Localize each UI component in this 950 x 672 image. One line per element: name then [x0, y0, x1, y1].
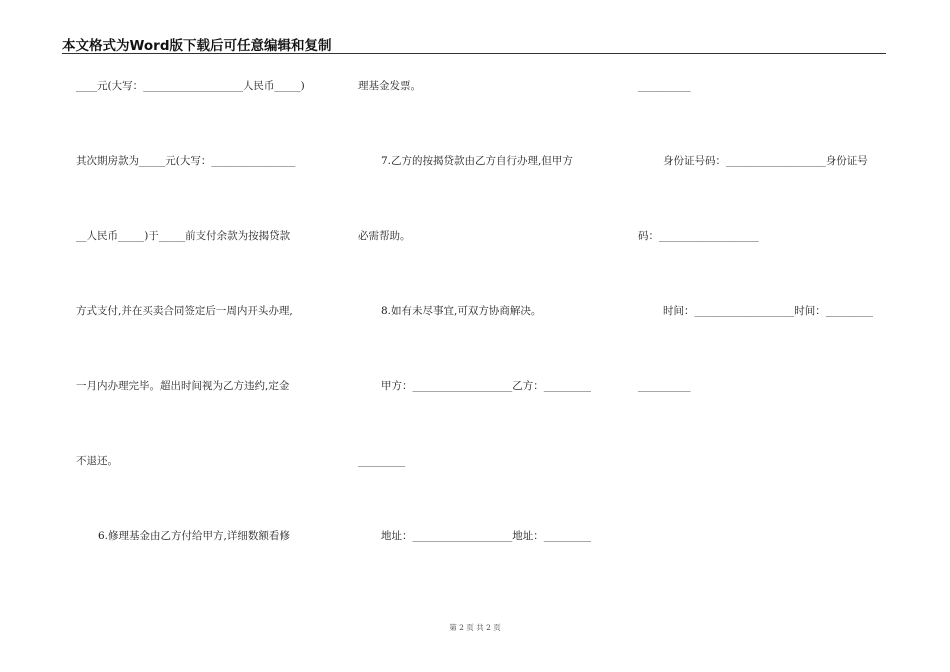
text-line: 码：___________________: [638, 230, 759, 242]
text-line: 6.修理基金由乙方付给甲方,详细数额看修: [98, 530, 290, 542]
text-line: 甲方：___________________乙方：_________: [381, 380, 591, 392]
text-line: 身份证号码：___________________身份证号: [663, 155, 868, 167]
text-line: 7.乙方的按揭贷款由乙方自行办理,但甲方: [381, 155, 573, 167]
text-line: 时间：___________________时间：_________: [663, 305, 873, 317]
page-footer: 第 2 页 共 2 页: [449, 623, 501, 632]
text-line: 8.如有未尽事宜,可双方协商解决。: [381, 305, 542, 317]
text-line: _________: [358, 455, 406, 467]
text-line: 不退还。: [76, 455, 118, 467]
header-title: 本文格式为Word版下载后可任意编辑和复制: [62, 38, 332, 54]
text-line: 理基金发票。: [358, 80, 421, 92]
header-divider: [62, 53, 886, 54]
text-line: 必需帮助。: [358, 230, 411, 242]
text-line: 一月内办理完毕。超出时间视为乙方违约,定金: [76, 380, 290, 392]
text-line: 方式支付,并在买卖合同签定后一周内开头办理,: [76, 305, 293, 317]
text-line: ____元(大写：___________________人民币_____): [76, 80, 305, 92]
text-line: 地址：___________________地址：_________: [381, 530, 591, 542]
text-line: __________: [638, 380, 691, 392]
text-line: 其次期房款为_____元(大写：________________: [76, 155, 296, 167]
text-line: __________: [638, 80, 691, 92]
text-line: __人民币_____)于_____前支付余款为按揭贷款: [76, 230, 291, 242]
